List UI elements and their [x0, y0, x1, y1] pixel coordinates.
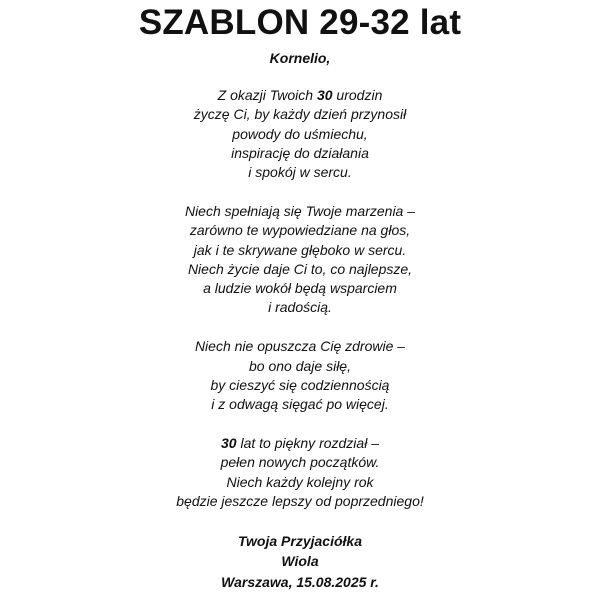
- stanza-2-line-1: Niech spełniają się Twoje marzenia –: [184, 202, 416, 219]
- stanza-4-line-1-post: lat to piękny rozdział –: [236, 434, 379, 451]
- stanza-3-line-2: bo ono daje siłę,: [249, 357, 351, 374]
- stanza-2: [0, 202, 600, 318]
- stanza-2-line-2: zarówno te wypowiedziane na głos,: [189, 222, 411, 239]
- stanza-4-line-2: pełen nowych początków.: [220, 454, 380, 471]
- signature-place-date: Warszawa, 15.08.2025 r.: [221, 573, 379, 590]
- stanza-4-line-3: Niech każdy kolejny rok: [226, 473, 374, 490]
- age-number: 30: [316, 87, 333, 103]
- wishes-poem: [0, 86, 600, 511]
- stanza-1-line-1: [0, 86, 600, 105]
- stanza-4-line-1: [0, 434, 600, 453]
- stanza-1: [0, 86, 600, 182]
- stanza-1-line-2: życzę Ci, by każdy dzień przynosił: [193, 106, 407, 123]
- stanza-2-line-6: i radością.: [268, 299, 332, 316]
- stanza-1-line-1-post: urodzin: [332, 87, 383, 103]
- stanza-3-line-4: i z odwagą sięgać po więcej.: [211, 396, 389, 413]
- signature-block: [0, 531, 600, 593]
- stanza-3: [0, 337, 600, 414]
- age-number: 30: [221, 434, 237, 451]
- signature-from: Twoja Przyjaciółka: [238, 532, 362, 549]
- stanza-1-line-3: powody do uśmiechu,: [232, 125, 368, 142]
- stanza-1-line-5: i spokój w sercu.: [248, 164, 352, 181]
- stanza-4: [0, 434, 600, 511]
- stanza-2-line-5: a ludzie wokół będą wsparciem: [203, 280, 397, 297]
- stanza-2-line-4: Niech życie daje Ci to, co najlepsze,: [187, 260, 413, 277]
- stanza-2-line-3: jak i te skrywane głęboko w sercu.: [193, 241, 407, 258]
- stanza-1-line-1-pre: Z okazji Twoich: [217, 87, 317, 103]
- stanza-4-line-4: będzie jeszcze lepszy od poprzedniego!: [176, 492, 424, 509]
- stanza-1-line-4: inspirację do działania: [231, 144, 369, 161]
- signature-name: Wiola: [281, 553, 319, 570]
- template-title: SZABLON 29-32 lat: [138, 3, 462, 42]
- stanza-3-line-1: Niech nie opuszcza Cię zdrowie –: [194, 338, 406, 355]
- stanza-3-line-3: by cieszyć się codziennością: [210, 376, 390, 393]
- greeting-name: Kornelio,: [269, 50, 331, 66]
